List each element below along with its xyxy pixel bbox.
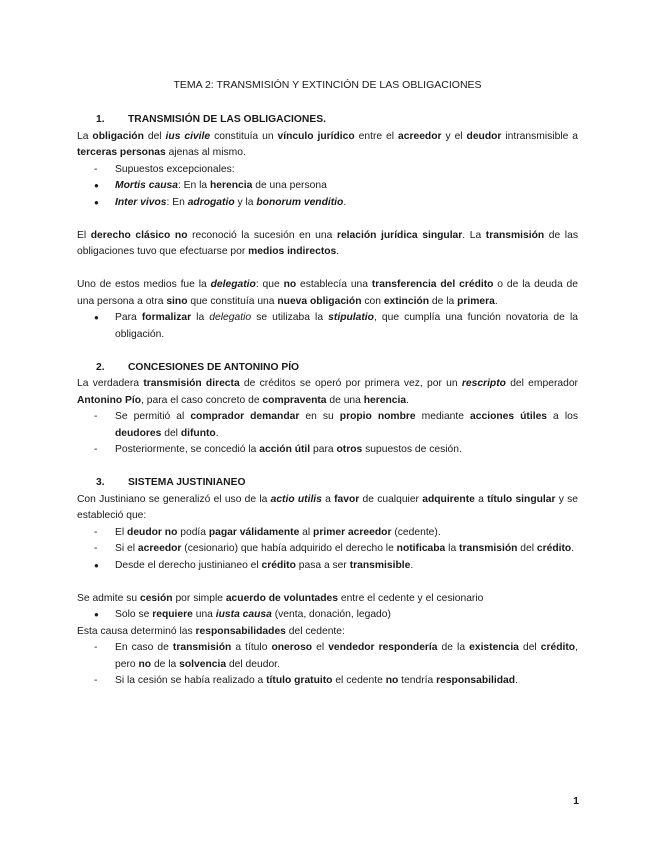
text-run: actio utilis [270,493,322,505]
text-run: de las obligaciones tuvo que efectuarse por [77,229,578,257]
text-run: adrogatio [187,196,235,208]
list-item-text [115,607,578,624]
text-run: . [571,543,575,554]
list-item [77,178,578,195]
paragraph [77,228,578,261]
text-run: favor [334,493,360,505]
text-run: herencia [363,394,407,406]
text-run: crédito [536,543,572,554]
text-run: no [138,658,152,670]
text-run: herencia [210,180,253,191]
text-run: con [361,295,384,307]
text-run: del [161,427,181,439]
text-run: podía [177,526,209,538]
text-run: . La [462,229,486,241]
list-item [77,673,578,690]
text-run: comprador demandar [190,411,300,422]
list-item [77,310,578,343]
bullet-icon: ● [94,181,99,190]
text-run: Antonino Pío [77,394,142,406]
text-run: (cedente). [391,526,441,538]
bullet-list [77,409,578,459]
section-heading [77,475,578,492]
text-run: Si la cesión se había realizado a [115,675,267,686]
list-item [77,162,578,179]
text-run: responsabilidad [436,675,516,686]
text-run: . [410,559,414,571]
text-run: cesión [139,592,173,604]
text-run: para [310,444,337,455]
text-run: nueva obligación [277,295,362,307]
section-title: TRANSMISIÓN DE LAS OBLIGACIONES. [128,114,326,125]
text-run: acreedor [137,543,182,554]
section-title: SISTEMA JUSTINIANEO [128,477,246,488]
text-run: solvencia [179,658,227,670]
bullet-list [77,607,578,624]
text-run: Inter vivos [115,196,167,208]
list-item-text [115,162,578,179]
section-number: 1. [96,114,105,125]
text-run: otros [336,444,363,455]
text-run: transmisible [349,559,411,571]
text-run: . [343,196,347,208]
text-run: que constituía una [187,295,278,307]
text-run: deudores [115,427,162,439]
text-run: de créditos se operó por primera vez, por un [239,378,462,389]
text-run: y el [441,130,467,142]
page-number: 1 [573,795,579,807]
text-run: crédito [540,642,576,653]
paragraph [77,376,578,409]
text-run: una [192,609,216,620]
text-run: el cedente [332,675,386,686]
text-run: delegatio [209,312,252,323]
text-run: medios indirectos [248,246,337,257]
paragraph [77,492,578,525]
text-run: vendedor respondería [328,642,438,653]
text-run: compraventa [262,394,327,406]
text-run: la [445,543,460,554]
list-item [77,409,578,442]
text-run: extinción [383,295,430,307]
paragraph [77,591,578,608]
text-run: obligación [92,130,144,142]
text-run: (cesionario) que había adquirido el derecho le [181,543,397,554]
list-item-text [115,310,578,343]
text-run: de la [151,658,180,670]
dash-icon: - [94,543,98,554]
text-run: . [336,246,340,257]
list-item [77,442,578,459]
text-run: de una [326,394,364,406]
text-run: del deudor. [226,658,280,670]
text-run: por simple [172,592,226,604]
list-item [77,525,578,542]
text-run: formalizar [141,312,192,323]
text-run: : En [166,196,188,208]
dash-icon: - [94,526,98,538]
text-run: transmisión [459,543,518,554]
text-run: pasa a ser [295,559,350,571]
list-item-text [115,409,578,442]
text-run: Uno de estos medios fue la [77,279,211,290]
dash-icon: - [94,675,98,686]
dash-icon: - [94,411,98,422]
text-run: el [312,642,329,653]
bullet-list [77,310,578,343]
text-run: bonorum venditio [256,196,344,208]
text-run: , para el caso concreto de [141,394,263,406]
text-run: de la [429,295,458,307]
text-run: vínculo jurídico [277,130,355,142]
text-run: iusta causa [215,609,272,620]
list-item-text [115,195,578,212]
text-run: Esta causa determinó las [77,625,196,637]
dash-icon: - [94,642,98,653]
text-run: supuestos de cesión. [362,444,462,455]
text-run: acreedor [398,130,442,142]
text-run: propio nombre [339,411,416,422]
bullet-icon: ● [94,560,99,570]
text-run: reconoció la sucesión en una [187,229,337,241]
text-run: Con Justiniano se generalizó el uso de la [77,493,271,505]
text-run: entre el cedente y el cesionario [337,592,484,604]
text-run: Se permitió al [115,411,191,422]
text-run: entre el [354,130,399,142]
text-run: del [518,642,541,653]
text-run: Posteriormente, se concedió la [115,444,260,455]
bullet-icon: ● [94,197,99,207]
text-run: primera [457,295,495,307]
text-run: notificaba [396,543,446,554]
list-item-text [115,673,578,690]
text-run: El [77,229,91,241]
text-run: y se estableció que: [77,493,579,521]
text-run: existencia [469,642,519,653]
text-run: la [191,312,210,323]
text-run: intransmisible a [501,130,578,142]
text-run: sino [166,295,188,307]
list-item-text [115,442,578,459]
bullet-list [77,525,578,575]
text-run: delegatio [210,279,256,290]
bullet-icon: ● [94,610,99,619]
text-run: Para [115,312,142,323]
bullet-list [77,162,578,212]
text-run: En caso de [115,642,173,653]
text-run: acciones útiles [470,411,548,422]
text-run: responsabilidades [195,625,286,637]
paragraph [77,277,578,310]
text-run: . [215,427,219,439]
list-item-text [115,178,578,195]
text-run: establecía una [296,279,372,290]
dash-icon: - [94,163,98,175]
text-run: a los [547,411,578,422]
bullet-list [77,640,578,690]
text-run: Desde el derecho justinianeo el [115,559,262,571]
text-run: derecho clásico no [90,229,188,241]
text-run: del cedente: [285,625,345,637]
text-run: Si el [115,543,138,554]
text-run: La [77,130,93,142]
text-run: a [321,493,335,505]
text-run: stipulatio [328,312,374,323]
text-run: Mortis causa [115,180,178,191]
list-item [77,640,578,673]
dash-icon: - [94,444,98,455]
text-run: , que cumplía una función novatoria de la obligación. [115,312,578,340]
text-run: crédito [261,559,296,571]
section-heading [77,360,578,377]
text-run: primer acreedor [313,526,392,538]
paragraph [77,624,578,641]
text-run: acción útil [259,444,311,455]
text-run: se utilizaba la [251,312,329,323]
text-run: constituía un [210,130,278,142]
text-run: : que [255,279,284,290]
text-run: transferencia del crédito [371,279,494,290]
text-run: El [115,526,128,538]
section-number: 3. [96,477,105,488]
text-run: deudor [466,130,502,142]
text-run: . [494,295,498,307]
text-run: al [299,526,314,538]
text-run: adquirente [422,493,475,505]
list-item-text [115,541,578,558]
document-body [77,112,578,690]
paragraph [77,129,578,162]
text-run: requiere [152,609,193,620]
text-run: título gratuito [266,675,333,686]
text-run: en su [299,411,340,422]
text-run: del [143,130,166,142]
list-item-text [115,558,578,575]
text-run: Supuestos excepcionales: [115,163,235,175]
list-item [77,195,578,212]
text-run: y la [234,196,257,208]
text-run: tendría [398,675,437,686]
text-run: transmisión [172,642,232,653]
text-run: a título [231,642,272,653]
text-run: rescripto [461,378,506,389]
text-run: de cualquier [359,493,423,505]
text-run: oneroso [271,642,313,653]
text-run: de la [437,642,470,653]
text-run: (venta, donación, legado) [271,609,391,620]
text-run: , pero [115,642,578,670]
text-run: no [283,279,297,290]
section-heading [77,112,578,129]
list-item [77,541,578,558]
text-run: ajenas al mismo. [165,147,246,158]
list-item [77,558,578,575]
text-run: : En la [177,180,211,191]
text-run: ius civile [165,130,211,142]
text-run: transmisión [485,229,545,241]
text-run: relación jurídica singular [336,229,463,241]
text-run: transmisión directa [143,378,240,389]
page-title: TEMA 2: TRANSMISIÓN Y EXTINCIÓN DE LAS OBLIGACIONES [173,79,482,91]
text-run: a [474,493,488,505]
section-title: CONCESIONES DE ANTONINO PÍO [128,361,300,373]
list-item-text [115,640,578,673]
text-run: terceras personas [77,147,166,158]
text-run: mediante [415,411,471,422]
list-item [77,607,578,624]
text-run: o de la deuda de una persona a otra [77,279,579,307]
list-item-text [115,525,578,542]
text-run: no [385,675,399,686]
text-run: de una persona [252,180,327,191]
text-run: . [406,394,409,406]
text-run: Solo se [115,609,153,620]
text-run: Se admite su [77,592,140,604]
text-run: título singular [487,493,556,505]
text-run: difunto [180,427,216,439]
text-run: deudor no [127,526,178,538]
text-run: acuerdo de voluntades [225,592,338,604]
text-run: del [517,543,537,554]
section-number: 2. [96,361,105,373]
text-run: pagar válidamente [208,526,300,538]
text-run: del emperador [505,378,578,389]
bullet-icon: ● [94,313,99,322]
text-run: La verdadera [77,378,144,389]
text-run: . [515,675,518,686]
